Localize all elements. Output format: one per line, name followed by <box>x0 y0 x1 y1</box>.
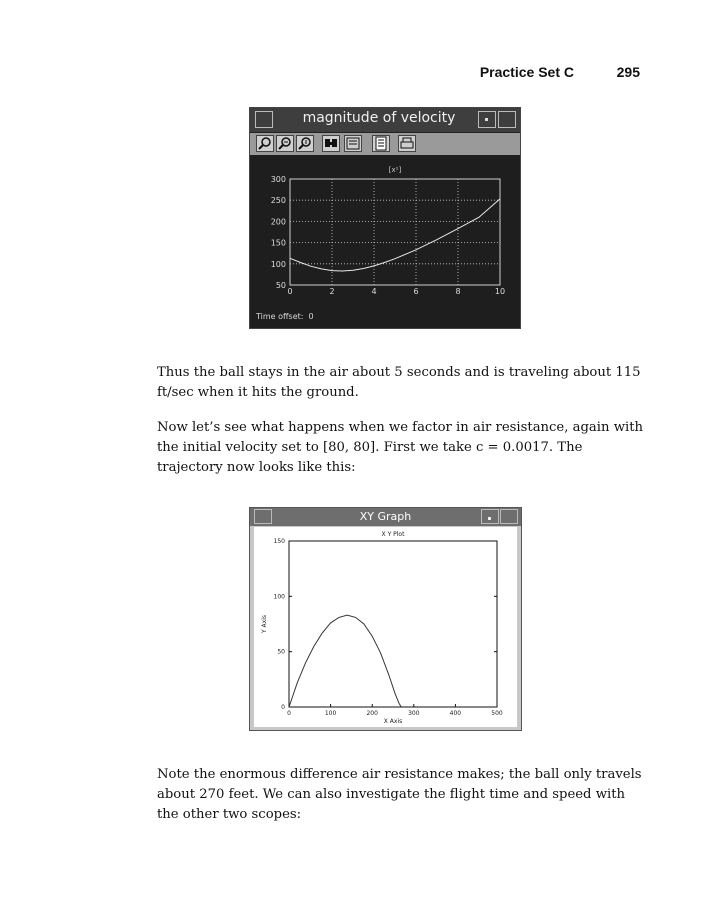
minimize-button[interactable] <box>478 111 496 128</box>
x-tick-label: 400 <box>449 710 462 717</box>
scope-window <box>249 107 521 329</box>
paragraph-3: Note the enormous difference air resistance makes; the ball only travels about 270 feet. We can also investigate the flight time and speed with the other two scopes: <box>157 767 642 822</box>
zoom-x-icon <box>277 136 293 151</box>
autoscale-icon <box>323 136 339 151</box>
print-button[interactable] <box>398 135 416 152</box>
zoom-x-button[interactable] <box>276 135 294 152</box>
y-tick-label: 0 <box>281 704 285 711</box>
x-tick-label: 100 <box>324 710 337 717</box>
properties-icon <box>373 136 389 151</box>
x-tick-label: 6 <box>413 287 419 296</box>
xy-system-menu-button[interactable] <box>254 509 272 524</box>
y-tick-label: 300 <box>270 175 286 184</box>
section-title: Practice Set C <box>479 64 574 80</box>
x-tick-label: 500 <box>491 710 503 717</box>
y-tick-label: 250 <box>270 196 286 206</box>
print-icon <box>399 136 415 151</box>
xy-maximize-button[interactable] <box>500 509 518 524</box>
x-tick-label: 300 <box>408 710 420 717</box>
xy-frame <box>289 541 497 707</box>
zoom-in-icon <box>257 136 273 151</box>
x-axis-label: X Axis <box>383 718 403 725</box>
time-offset <box>256 312 314 321</box>
y-tick-label: 50 <box>277 648 285 656</box>
xy-titlebar[interactable] <box>250 508 521 526</box>
x-tick-label: 0 <box>287 287 293 296</box>
minimize-icon <box>479 112 495 127</box>
properties-button[interactable] <box>372 135 390 152</box>
y-tick-label: 100 <box>273 593 285 601</box>
scope-chart <box>250 155 520 328</box>
system-menu-button[interactable] <box>255 111 273 128</box>
paragraph-1: Thus the ball stays in the air about 5 seconds and is traveling about 115 ft/sec when it hits the ground. <box>157 365 641 400</box>
xy-title: XY Graph <box>359 510 412 523</box>
xy-minimize-button[interactable] <box>481 509 499 524</box>
x-tick-label: 200 <box>366 710 378 717</box>
y-tick-label: 150 <box>273 538 285 545</box>
time-offset-value: 0 <box>308 312 314 321</box>
scope-toolbar <box>250 133 520 155</box>
x-tick-label: 2 <box>329 287 335 296</box>
xy-graph-window <box>249 507 522 731</box>
save-axes-button[interactable] <box>344 135 362 152</box>
scale-label: [x¹] <box>388 166 402 174</box>
autoscale-button[interactable] <box>322 135 340 152</box>
zoom-in-button[interactable] <box>256 135 274 152</box>
paragraph-2: Now let’s see what happens when we factor in air resistance, again with the initial velocity set to [80, 80]. First we take c = 0.0017. The trajectory now looks like this: <box>157 420 643 475</box>
scope-titlebar[interactable] <box>250 108 520 133</box>
x-tick-label: 8 <box>455 287 461 296</box>
y-tick-label: 50 <box>275 281 286 290</box>
maximize-button[interactable] <box>498 111 516 128</box>
zoom-y-icon <box>297 136 313 151</box>
scope-title: magnitude of velocity <box>302 110 456 126</box>
xy-chart-title: X Y Plot <box>381 531 405 538</box>
time-offset-label: Time offset: <box>256 312 304 321</box>
xy-chart <box>254 527 517 727</box>
xy-plot-area <box>254 527 517 727</box>
zoom-y-button[interactable] <box>296 135 314 152</box>
save-axes-icon <box>345 136 361 151</box>
x-tick-label: 0 <box>287 710 291 717</box>
running-header <box>0 64 702 84</box>
y-tick-label: 100 <box>270 259 286 269</box>
y-tick-label: 150 <box>270 238 286 248</box>
y-axis-label: Y Axis <box>261 614 268 634</box>
y-tick-label: 200 <box>270 217 286 227</box>
scope-plot-area <box>250 155 520 328</box>
minimize-icon <box>482 512 498 525</box>
page-number: 295 <box>616 64 640 80</box>
x-tick-label: 4 <box>371 287 377 296</box>
x-tick-label: 10 <box>494 287 506 296</box>
